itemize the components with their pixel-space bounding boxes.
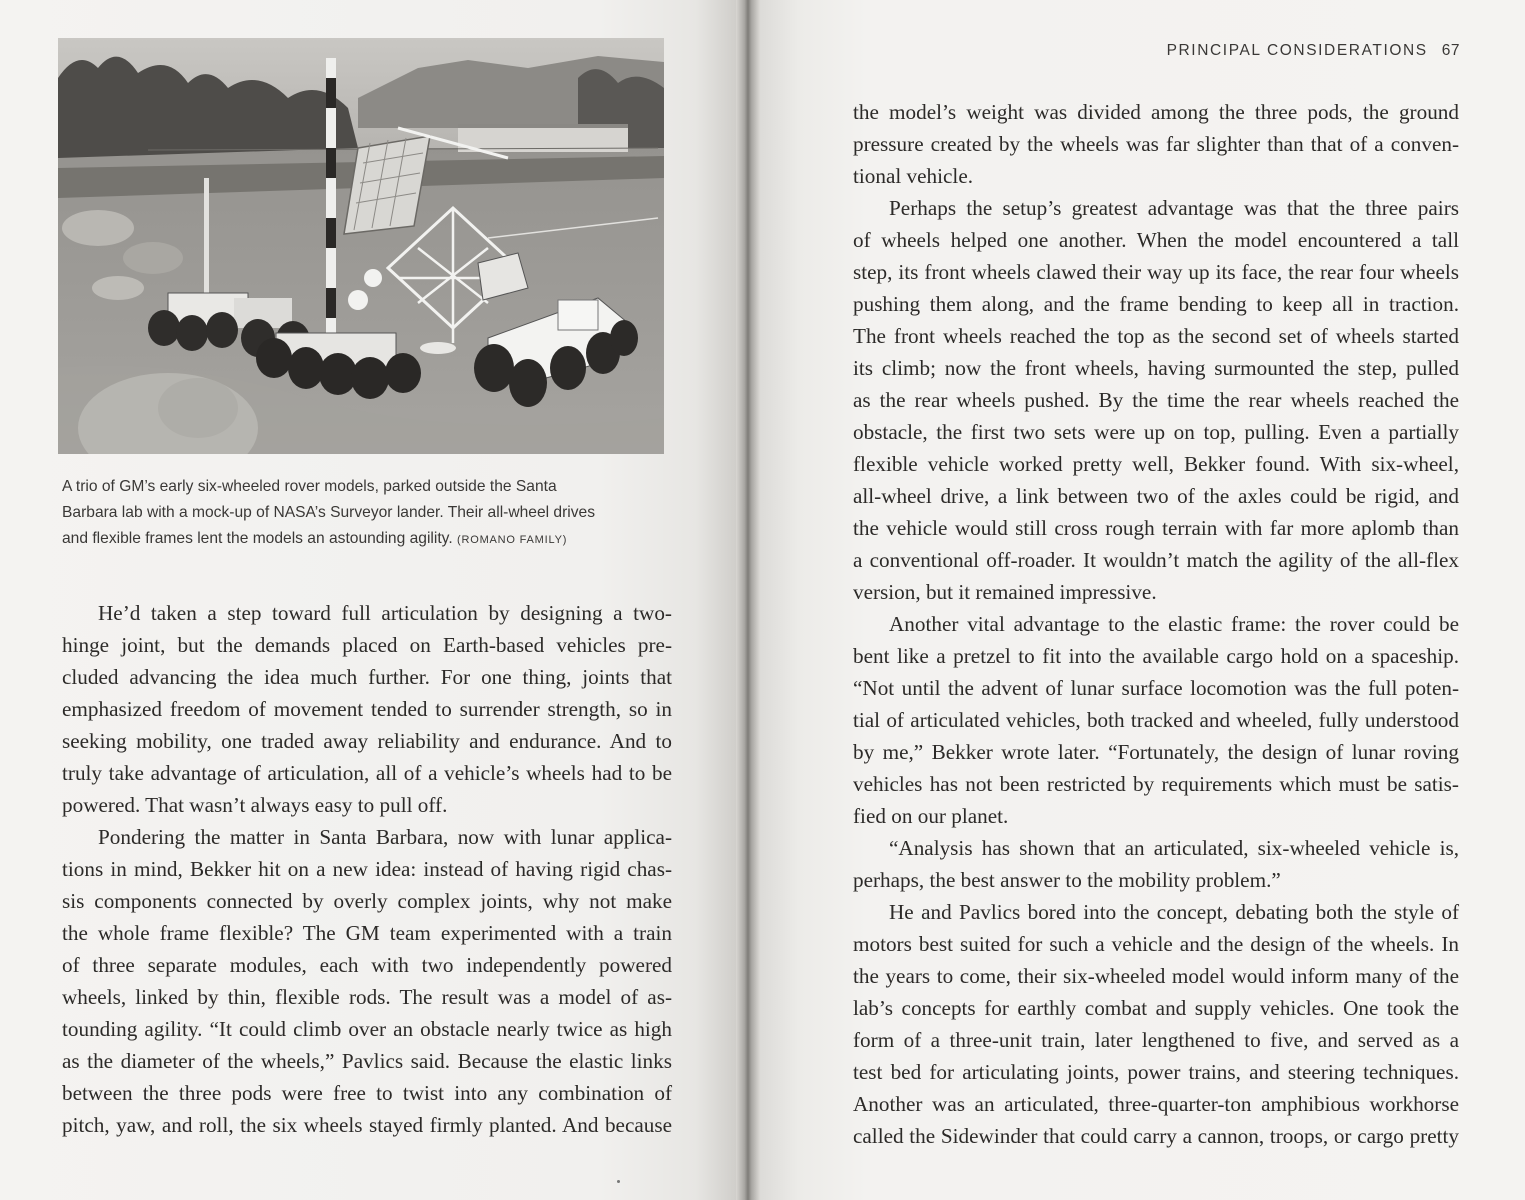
text-line: wheels, linked by thin, flexible rods. The result was a model of as- — [62, 985, 672, 1009]
text-line: truly take advantage of articulation, all of a vehicle’s wheels had to be — [62, 761, 672, 785]
text-line: of wheels helped one another. When the model encountered a tall — [853, 228, 1459, 252]
text-line: motors best suited for such a vehicle and the design of the wheels. In — [853, 932, 1459, 956]
caption-line — [62, 526, 662, 553]
text-line: as the diameter of the wheels,” Pavlics said. Because the elastic links — [62, 1049, 672, 1073]
text-line: powered. That wasn’t always easy to pull off. — [62, 793, 448, 817]
running-head — [1100, 42, 1460, 60]
text-line: Pondering the matter in Santa Barbara, now with lunar applica- — [98, 825, 672, 849]
rover-photo — [58, 38, 664, 454]
caption-line: Barbara lab with a mock-up of NASA’s Surveyor lander. Their all-wheel drives — [62, 504, 596, 521]
text-line: the whole frame flexible? The GM team experimented with a train — [62, 921, 672, 945]
text-line: fied on our planet. — [853, 804, 1009, 828]
text-line: tial of articulated vehicles, both tracked and wheeled, fully understood — [853, 708, 1459, 732]
text-line: its climb; now the front wheels, having surmounted the step, pulled — [853, 356, 1459, 380]
page-number: 67 — [1441, 42, 1460, 59]
text-line: lab’s concepts for earthly combat and supply vehicles. One took the — [853, 996, 1459, 1020]
figure-caption — [62, 474, 662, 553]
text-line: He’d taken a step toward full articulation by designing a two- — [98, 601, 672, 625]
text-line: between the three pods were free to twist into any combination of — [62, 1081, 672, 1105]
book-gutter — [736, 0, 760, 1200]
text-line: called the Sidewinder that could carry a cannon, troops, or cargo pretty — [853, 1124, 1459, 1148]
text-line: step, its front wheels clawed their way up its face, the rear four wheels — [853, 260, 1459, 284]
caption-line: A trio of GM’s early six-wheeled rover models, parked outside the Santa — [62, 478, 557, 495]
text-line: Perhaps the setup’s greatest advantage was that the three pairs — [889, 196, 1459, 220]
text-line: seeking mobility, one traded away reliability and endurance. And to — [62, 729, 672, 753]
text-line: tions in mind, Bekker hit on a new idea: instead of having rigid chas- — [62, 857, 672, 881]
left-page — [0, 0, 748, 1200]
text-line: the vehicle would still cross rough terrain with far more aplomb than — [853, 516, 1459, 540]
text-line: hinge joint, but the demands placed on Earth-based vehicles pre- — [62, 633, 672, 657]
text-line: pitch, yaw, and roll, the six wheels stayed firmly planted. And because — [62, 1113, 672, 1137]
text-line: version, but it remained impressive. — [853, 580, 1157, 604]
text-line: as the rear wheels pushed. By the time the rear wheels reached the — [853, 388, 1459, 412]
text-line: bent like a pretzel to fit into the available cargo hold on a spaceship. — [853, 644, 1459, 668]
running-title: PRINCIPAL CONSIDERATIONS — [1166, 42, 1428, 59]
text-line: the model’s weight was divided among the three pods, the ground — [853, 100, 1459, 124]
text-line: the years to come, their six-wheeled model would inform many of the — [853, 964, 1459, 988]
text-line: vehicles has not been restricted by requirements which must be satis- — [853, 772, 1459, 796]
text-line: test bed for articulating joints, power trains, and steering techniques. — [853, 1060, 1459, 1084]
rover-photo-icon — [58, 38, 664, 454]
text-line: emphasized freedom of movement tended to surrender strength, so in — [62, 697, 672, 721]
paper-speck — [617, 1180, 620, 1183]
text-line: form of a three-unit train, later lengthened to five, and served as a — [853, 1028, 1459, 1052]
text-line: a conventional off-roader. It wouldn’t match the agility of the all-flex — [853, 548, 1459, 572]
text-line: He and Pavlics bored into the concept, debating both the style of — [889, 900, 1459, 924]
text-line: flexible vehicle worked pretty well, Bekker found. With six-wheel, — [853, 452, 1459, 476]
text-line: all-wheel drive, a link between two of the axles could be rigid, and — [853, 484, 1459, 508]
text-line: Another was an articulated, three-quarter-ton amphibious workhorse — [853, 1092, 1459, 1116]
caption-line-text: and flexible frames lent the models an astounding agility. — [62, 530, 453, 547]
text-line: of three separate modules, each with two independently powered — [62, 953, 672, 977]
text-line: sis components connected by overly complex joints, why not make — [62, 889, 672, 913]
text-line: “Analysis has shown that an articulated, six-wheeled vehicle is, — [889, 836, 1459, 860]
text-line: pushing them along, and the frame bending to keep all in traction. — [853, 292, 1459, 316]
text-line: tional vehicle. — [853, 164, 974, 188]
photo-credit: (ROMANO FAMILY) — [457, 534, 568, 546]
text-line: The front wheels reached the top as the second set of wheels started — [853, 324, 1459, 348]
text-line: by me,” Bekker wrote later. “Fortunately, the design of lunar roving — [853, 740, 1459, 764]
text-line: “Not until the advent of lunar surface locomotion was the full poten- — [853, 676, 1459, 700]
text-line: tounding agility. “It could climb over an obstacle nearly twice as high — [62, 1017, 672, 1041]
text-line: perhaps, the best answer to the mobility problem.” — [853, 868, 1281, 892]
text-line: obstacle, the first two sets were up on top, pulling. Even a partially — [853, 420, 1459, 444]
text-line: pressure created by the wheels was far slighter than that of a conven- — [853, 132, 1459, 156]
text-line: Another vital advantage to the elastic frame: the rover could be — [889, 612, 1459, 636]
text-line: cluded advancing the idea much further. For one thing, joints that — [62, 665, 672, 689]
